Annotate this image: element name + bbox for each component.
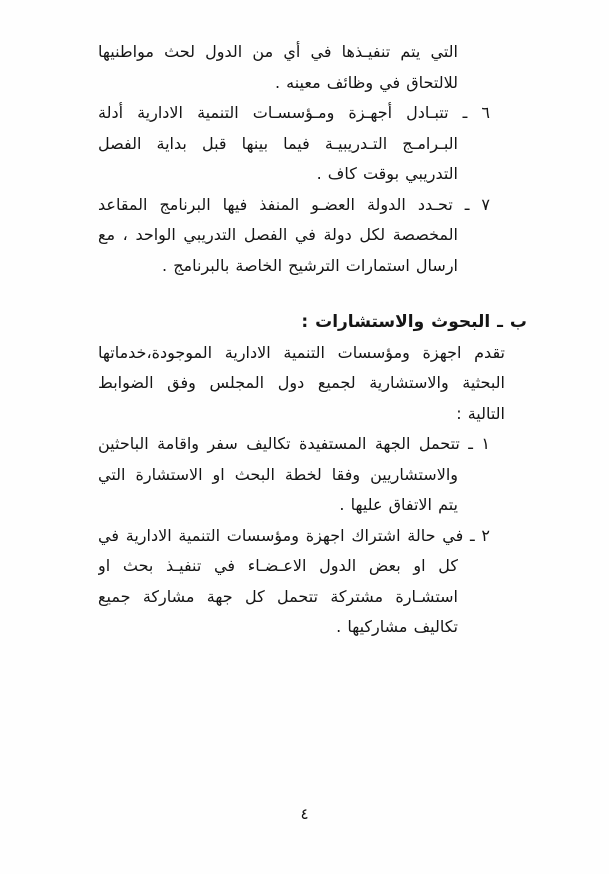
text-line: للالتحاق في وظائف معينه . bbox=[274, 72, 458, 92]
text-line: البـرامـج التـدريبيـة فيما بينها قبل بداية الفصل bbox=[98, 133, 458, 153]
text-line: ارسال استمارات الترشيح الخاصة بالبرنامج . bbox=[162, 255, 458, 275]
section-heading bbox=[98, 307, 527, 338]
paragraph-block bbox=[98, 37, 527, 98]
text-line: كل او بعض الدول الاعـضـاء في تنفيـذ بحث او bbox=[98, 556, 458, 575]
list-item bbox=[98, 521, 527, 643]
list-item bbox=[98, 429, 527, 521]
list-item bbox=[98, 190, 527, 282]
text-line: المخصصة لكل دولة في الفصل التدريبي الواحد ، مع bbox=[98, 225, 458, 244]
list-item bbox=[98, 98, 527, 190]
text-line: يتم الاتفاق عليها . bbox=[339, 495, 458, 514]
text-line: والاستشاريين وفقا لخطة البحث او الاستشارة التي bbox=[98, 464, 458, 484]
text-line: ٧ ـ تحـدد الدولة العضـو المنفذ فيها البرنامج المقاعد bbox=[98, 194, 490, 214]
text-line: ٦ ـ تتبـادل أجهـزة ومـؤسسـات التنمية الادارية أدلة bbox=[98, 103, 490, 122]
text-line: استشـارة مشتركة تتحمل كل جهة مشاركة جميع bbox=[98, 586, 458, 606]
page-text bbox=[98, 37, 527, 643]
text-line: تكاليف مشاركيها . bbox=[336, 617, 458, 636]
text-line: التدريبي بوقت كاف . bbox=[316, 164, 458, 183]
text-line: ٢ ـ في حالة اشتراك اجهزة ومؤسسات التنمية الادارية في bbox=[98, 525, 490, 545]
text-line: ١ ـ تتحمل الجهة المستفيدة تكاليف سفر واقامة الباحثين bbox=[98, 434, 490, 453]
text-line: التالية : bbox=[456, 403, 505, 423]
text-line: التي يتم تنفيـذها في أي من الدول لحث مواطنيها bbox=[98, 42, 458, 61]
text-line: ب ـ البحوث والاستشارات : bbox=[301, 312, 527, 332]
text-line: البحثية والاستشارية لجميع دول المجلس وفق الضوابط bbox=[98, 373, 505, 392]
text-line: تقدم اجهزة ومؤسسات التنمية الادارية الموجودة،خدماتها bbox=[98, 342, 505, 362]
paragraph-block bbox=[98, 338, 527, 430]
page-number: ٤ bbox=[300, 805, 309, 823]
